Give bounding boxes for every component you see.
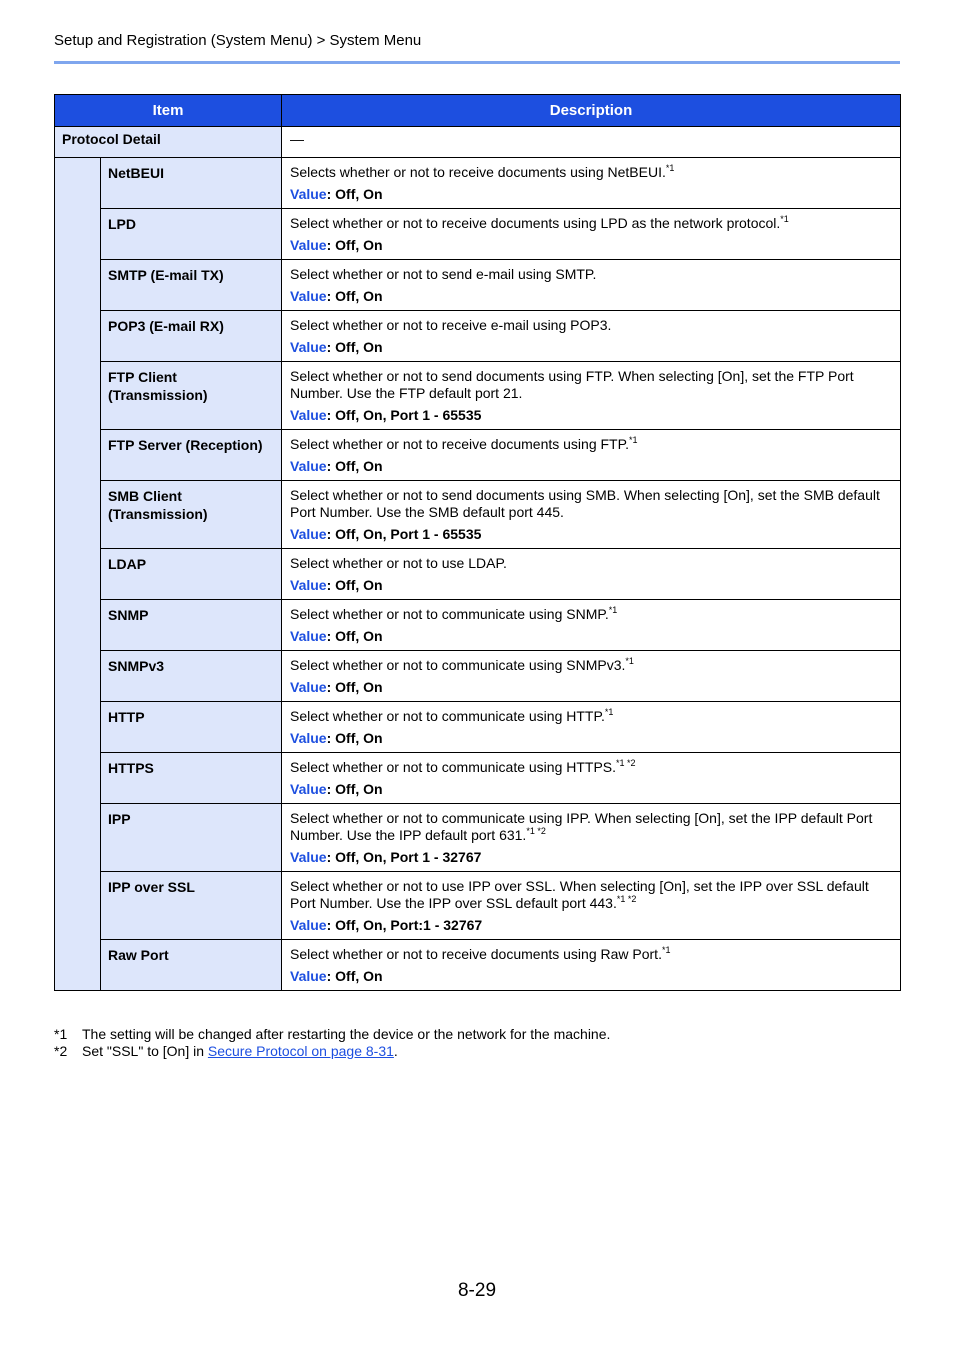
- footnote-reference: *1: [625, 656, 634, 666]
- description-line: [290, 215, 892, 232]
- item-name: IPP over SSL: [101, 872, 282, 940]
- value-label: Value: [290, 407, 327, 423]
- item-name: FTP Server (Reception): [101, 430, 282, 481]
- item-description-cell: [282, 209, 901, 260]
- table-row: [55, 362, 901, 430]
- value-line: [290, 730, 892, 747]
- value-label: Value: [290, 526, 327, 542]
- value-options: : Off, On: [326, 288, 383, 304]
- description-line: [290, 487, 892, 521]
- table-row: [55, 158, 901, 209]
- value-line: [290, 917, 892, 934]
- table-row: [55, 702, 901, 753]
- item-name: HTTP: [101, 702, 282, 753]
- description-text: Select whether or not to use LDAP.: [290, 555, 507, 571]
- footnote-2: [54, 1043, 610, 1060]
- description-text: Selects whether or not to receive documents using NetBEUI.: [290, 164, 666, 180]
- footnote-reference: *1: [661, 945, 671, 955]
- group-label: Protocol Detail: [55, 127, 282, 158]
- item-description-cell: [282, 260, 901, 311]
- value-label: Value: [290, 339, 327, 355]
- description-text: Select whether or not to communicate using HTTPS.: [290, 759, 617, 775]
- description-text: Select whether or not to send documents using FTP. When selecting [On], set the FTP Port Number. Use the FTP default port 21.: [290, 368, 854, 401]
- value-label: Value: [290, 730, 327, 746]
- description-text: Select whether or not to communicate using SNMPv3.: [290, 657, 626, 673]
- footnote-reference: *1 *2: [616, 758, 636, 768]
- value-label: Value: [290, 186, 327, 202]
- value-label: Value: [290, 577, 327, 593]
- item-name: IPP: [101, 804, 282, 872]
- value-line: [290, 186, 892, 203]
- description-line: [290, 164, 892, 181]
- value-line: [290, 849, 892, 866]
- table-header-row: [55, 95, 901, 127]
- table-row: [55, 549, 901, 600]
- footnote-reference: *1 *2: [526, 826, 546, 836]
- table-row: [55, 209, 901, 260]
- table-row: [55, 940, 901, 991]
- item-description-cell: [282, 940, 901, 991]
- value-line: [290, 577, 892, 594]
- description-line: [290, 436, 892, 453]
- footnote-1-mark: *1: [54, 1026, 68, 1042]
- description-line: [290, 946, 892, 963]
- description-text: Select whether or not to communicate using IPP. When selecting [On], set the IPP default Port Number. Use the IPP default port 631.: [290, 810, 873, 843]
- value-line: [290, 407, 892, 424]
- value-line: [290, 628, 892, 645]
- table-row: [55, 600, 901, 651]
- value-line: [290, 288, 892, 305]
- table-row: [55, 872, 901, 940]
- table-row: [55, 804, 901, 872]
- description-text: Select whether or not to send e-mail using SMTP.: [290, 266, 597, 282]
- item-description-cell: [282, 430, 901, 481]
- description-line: [290, 810, 892, 844]
- column-header-item: Item: [55, 95, 282, 127]
- description-line: [290, 266, 892, 283]
- description-text: Select whether or not to receive documents using FTP.: [290, 436, 630, 452]
- footnote-2-text-post: .: [393, 1043, 398, 1059]
- item-description-cell: [282, 600, 901, 651]
- item-name: HTTPS: [101, 753, 282, 804]
- value-label: Value: [290, 679, 327, 695]
- item-description-cell: [282, 804, 901, 872]
- header-divider: [54, 61, 900, 64]
- value-label: Value: [290, 288, 327, 304]
- table-row: [55, 430, 901, 481]
- footnotes: [54, 1026, 610, 1060]
- group-description: —: [282, 127, 901, 158]
- value-options: : Off, On: [326, 730, 383, 746]
- value-label: Value: [290, 781, 327, 797]
- column-header-description: Description: [282, 95, 901, 127]
- value-line: [290, 339, 892, 356]
- item-description-cell: [282, 362, 901, 430]
- description-text: Select whether or not to receive e-mail using POP3.: [290, 317, 612, 333]
- value-line: [290, 237, 892, 254]
- item-description-cell: [282, 311, 901, 362]
- indent-cell: [55, 158, 101, 991]
- value-options: : Off, On: [326, 968, 383, 984]
- value-options: : Off, On, Port 1 - 65535: [326, 407, 482, 423]
- value-options: : Off, On: [326, 679, 383, 695]
- footnote-reference: *1 *2: [616, 894, 637, 904]
- description-line: [290, 606, 892, 623]
- value-line: [290, 458, 892, 475]
- item-name: SMB Client (Transmission): [101, 481, 282, 549]
- value-label: Value: [290, 458, 327, 474]
- description-line: [290, 759, 892, 776]
- description-line: [290, 317, 892, 334]
- footnote-2-text-pre: Set "SSL" to [On] in: [82, 1043, 208, 1059]
- value-line: [290, 781, 892, 798]
- value-line: [290, 526, 892, 543]
- footnote-reference: *1: [629, 435, 638, 445]
- page-header-breadcrumb: Setup and Registration (System Menu) > System Menu: [54, 32, 422, 49]
- description-line: [290, 368, 892, 402]
- footnote-reference: *1: [608, 605, 618, 615]
- description-line: [290, 708, 892, 725]
- item-name: LDAP: [101, 549, 282, 600]
- group-row-protocol-detail: [55, 127, 901, 158]
- value-label: Value: [290, 849, 327, 865]
- value-options: : Off, On: [326, 339, 383, 355]
- value-label: Value: [290, 237, 327, 253]
- item-name: SMTP (E-mail TX): [101, 260, 282, 311]
- value-options: : Off, On, Port 1 - 32767: [326, 849, 482, 865]
- table-row: [55, 260, 901, 311]
- item-description-cell: [282, 481, 901, 549]
- value-options: : Off, On, Port:1 - 32767: [326, 917, 483, 933]
- table-row: [55, 753, 901, 804]
- footnote-reference: *1: [665, 163, 675, 173]
- description-text: Select whether or not to receive documents using LPD as the network protocol.: [290, 215, 781, 231]
- description-line: [290, 555, 892, 572]
- settings-table: [54, 94, 901, 991]
- value-options: : Off, On: [326, 186, 383, 202]
- item-name: Raw Port: [101, 940, 282, 991]
- value-options: : Off, On: [326, 781, 383, 797]
- item-description-cell: [282, 549, 901, 600]
- footnote-1-text: The setting will be changed after restarting the device or the network for the machine.: [82, 1026, 611, 1042]
- item-description-cell: [282, 702, 901, 753]
- value-line: [290, 968, 892, 985]
- description-text: Select whether or not to communicate using HTTP.: [290, 708, 605, 724]
- description-text: Select whether or not to receive documents using Raw Port.: [290, 946, 662, 962]
- value-options: : Off, On: [326, 458, 383, 474]
- value-line: [290, 679, 892, 696]
- footnote-reference: *1: [604, 707, 614, 717]
- value-options: : Off, On: [326, 577, 383, 593]
- description-text: Select whether or not to communicate using SNMP.: [290, 606, 609, 622]
- item-name: POP3 (E-mail RX): [101, 311, 282, 362]
- page-number: 8-29: [457, 1280, 497, 1301]
- item-description-cell: [282, 753, 901, 804]
- item-name: SNMP: [101, 600, 282, 651]
- item-name: FTP Client (Transmission): [101, 362, 282, 430]
- footnote-reference: *1: [780, 214, 789, 224]
- value-options: : Off, On: [326, 237, 383, 253]
- description-line: [290, 657, 892, 674]
- value-options: : Off, On: [326, 628, 383, 644]
- table-row: [55, 481, 901, 549]
- table-row: [55, 311, 901, 362]
- table-row: [55, 651, 901, 702]
- description-line: [290, 878, 892, 912]
- item-name: SNMPv3: [101, 651, 282, 702]
- value-label: Value: [290, 968, 327, 984]
- footnote-2-mark: *2: [54, 1043, 68, 1059]
- secure-protocol-link[interactable]: Secure Protocol on page 8-31: [207, 1043, 394, 1059]
- footnote-1: [54, 1026, 610, 1043]
- value-label: Value: [290, 628, 327, 644]
- item-name: LPD: [101, 209, 282, 260]
- item-description-cell: [282, 872, 901, 940]
- description-text: Select whether or not to use IPP over SSL. When selecting [On], set the IPP over SSL default Port Number. Use the IPP over SSL default port 443.: [290, 878, 869, 911]
- value-label: Value: [290, 917, 327, 933]
- item-description-cell: [282, 158, 901, 209]
- item-name: NetBEUI: [101, 158, 282, 209]
- value-options: : Off, On, Port 1 - 65535: [326, 526, 482, 542]
- description-text: Select whether or not to send documents using SMB. When selecting [On], set the SMB default Port Number. Use the SMB default port 445.: [290, 487, 880, 520]
- item-description-cell: [282, 651, 901, 702]
